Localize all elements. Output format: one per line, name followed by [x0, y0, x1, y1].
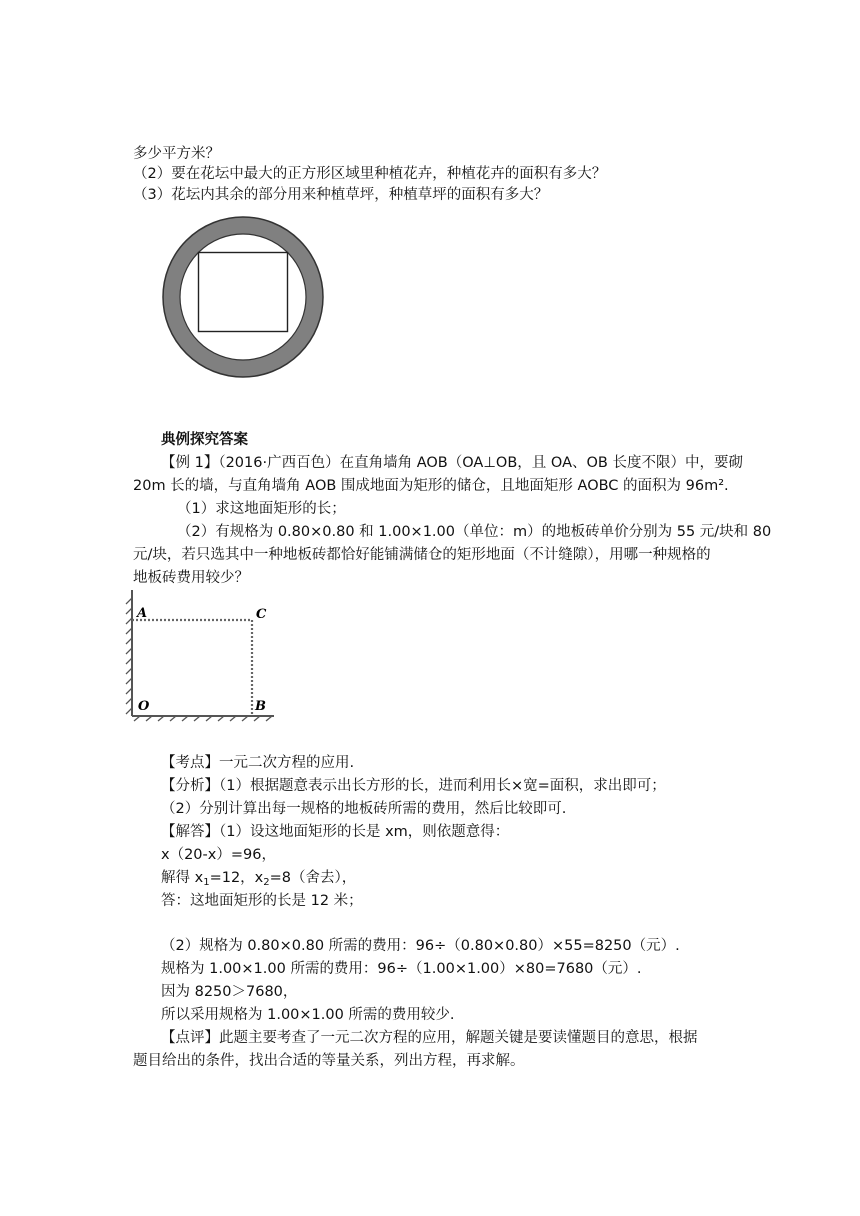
example1-sub2-line2: 元/块，若只选其中一种地板砖都恰好能铺满储仓的矩形地面（不计缝隙），用哪一种规格的: [133, 547, 711, 563]
fenxi-line2: （2）分别计算出每一规格的地板砖所需的费用，然后比较即可.: [161, 801, 567, 817]
example1-sub1: （1）求这地面矩形的长；: [177, 501, 346, 517]
question-part-2: （2）要在花坛中最大的正方形区域里种植花卉，种植花卉的面积有多大？: [133, 166, 607, 182]
label-c: C: [256, 607, 267, 622]
pingping-line2: 题目给出的条件，找出合适的等量关系，列出方程，再求解。: [133, 1053, 525, 1069]
equation: x（20-x）=96，: [161, 847, 276, 863]
kaodian: 【考点】一元二次方程的应用.: [161, 755, 355, 771]
comparison: 因为 8250＞7680，: [161, 984, 298, 1000]
answer-1: 答：这地面矩形的长是 12 米；: [161, 893, 363, 909]
question-text: 多少平方米？: [133, 146, 220, 162]
cost-2: 规格为 1.00×1.00 所需的费用：96÷（1.00×1.00）×80=7680（元）.: [161, 961, 642, 977]
conclusion: 所以采用规格为 1.00×1.00 所需的费用较少.: [161, 1007, 455, 1023]
example1-sub2-line1: （2）有规格为 0.80×0.80 和 1.00×1.00（单位：m）的地板砖单价分别为 55 元/块和 80: [177, 524, 772, 540]
cost-1: （2）规格为 0.80×0.80 所需的费用：96÷（0.80×0.80）×55=8250（元）.: [161, 938, 680, 954]
pingping-line1: 【点评】此题主要考查了一元二次方程的应用，解题关键是要读懂题目的意思，根据: [161, 1030, 698, 1046]
label-b: B: [255, 699, 266, 714]
example1-line2: 20m 长的墙，与直角墙角 AOB 围成地面为矩形的储仓，且地面矩形 AOBC 的面积为 96m².: [133, 478, 729, 494]
question-part-3: （3）花坛内其余的部分用来种植草坪，种植草坪的面积有多大？: [133, 187, 549, 203]
example1-line1: 【例 1】（2016·广西百色）在直角墙角 AOB（OA⊥OB，且 OA、OB 长度不限）中，要砌: [161, 455, 743, 471]
label-o: O: [138, 699, 150, 714]
corner-wall-figure: [124, 588, 284, 722]
fenxi-line1: 【分析】（1）根据题意表示出长方形的长，进而利用长×宽=面积，求出即可；: [161, 778, 666, 794]
answers-heading: 典例探究答案: [161, 432, 248, 448]
example1-sub2-line3: 地板砖费用较少？: [133, 570, 249, 586]
ring-figure: [160, 214, 326, 380]
jieda-line1: 【解答】（1）设这地面矩形的长是 xm，则依题意得：: [161, 824, 510, 840]
rectangle-wall: [132, 620, 252, 716]
solution-roots: 解得 $x_1=12$，$x_2=8$（舍去），: [161, 870, 357, 888]
label-a: A: [137, 606, 148, 621]
